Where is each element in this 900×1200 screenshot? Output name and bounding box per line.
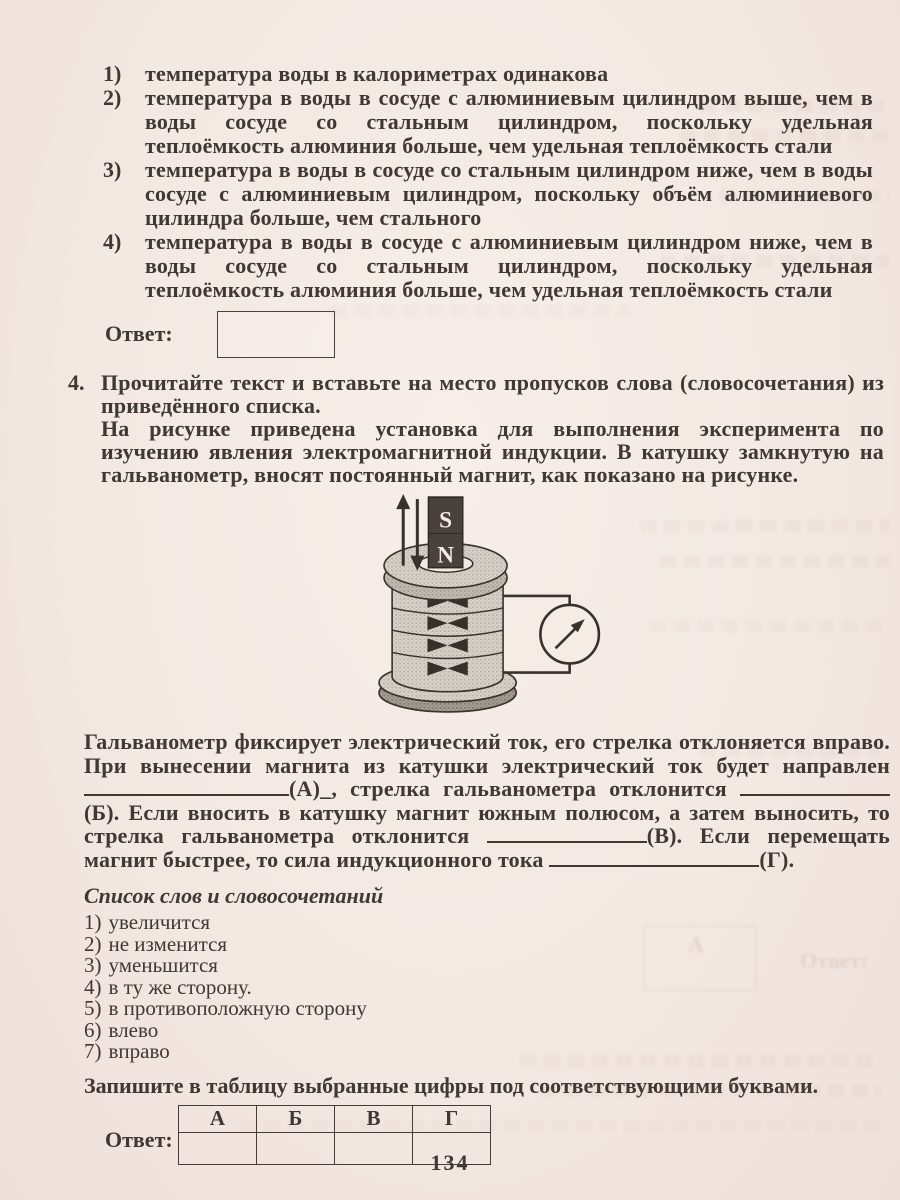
fill-blank [84,779,289,796]
answer-label: Ответ: [105,321,173,346]
option-3 [103,158,873,230]
magnet-north-label: N [437,542,454,569]
induction-apparatus-figure [362,489,626,723]
answer-table-header-row [179,1105,491,1132]
question4-intro-line2: На рисунке приведена установка для выполнения эксперимента по изучению явления электромагнитной индукции. В катушку замкнутую на гальванометр, вносят постоянный магнит, как показано на рисунке. [101,416,884,487]
answer-label: Ответ: [105,1126,173,1152]
fill-blank [549,850,759,867]
apparatus-svg [362,489,626,723]
answer-table-header-cell: Г [413,1105,491,1132]
answer-box [217,311,335,358]
bleedthrough-artifact: Ответ: [800,948,868,973]
question4 [68,371,884,486]
answer-table-header-cell: Б [257,1105,335,1132]
page-number: 134 [430,1150,470,1175]
word-list [84,912,900,1063]
option-1 [103,62,873,86]
option-number: 1) [103,61,122,86]
word-list-title: Список слов и словосочетаний [84,883,384,908]
question4-intro [101,371,884,486]
option-text: температура в воды в сосуде со стальным цилиндром ниже, чем в воды сосуде с алюминиевым цилиндром, поскольку объём алюминиевого цилиндра больше, чем стального [145,157,873,230]
word-list-item: 2) не изменится [84,931,228,956]
word-list-item: 3) уменьшится [84,953,218,977]
word-list-item: 7) вправо [84,1039,170,1063]
option-4 [103,230,873,302]
bleedthrough-artifact [640,520,890,532]
word-list-item: 4) в ту же сторону. [84,974,252,999]
bleedthrough-artifact: А [688,932,704,957]
option-text: температура в воды в сосуде с алюминиевым цилиндром выше, чем в воды сосуде со стальным цилиндром, поскольку удельная теплоёмкость алюминия больше, чем удельная теплоёмкость стали [145,85,873,158]
answer-table-header-cell: В [335,1105,413,1132]
word-list-item: 6) влево [84,1017,159,1042]
question3-answer-row [105,310,900,358]
question-number: 4. [68,370,85,395]
answer-table-header-cell: А [179,1105,257,1132]
word-list-item: 1) увеличится [84,910,211,934]
fill-blank [487,826,647,843]
option-2 [103,86,873,158]
option-number: 4) [103,229,122,254]
bleedthrough-artifact [650,620,890,632]
magnet-south-label: S [439,507,453,534]
option-number: 3) [103,157,122,182]
word-list-item: 5) в противоположную сторону [84,996,367,1020]
fill-in-paragraph: Гальванометр фиксирует электрический ток, его стрелка отклоняется вправо. При вынесении магнита из катушки электрический ток будет направлен (А)_, стрелка гальванометра отклонится (Б). Если вносить в катушку магнит южным полюсом, а затем выносить, то стрелка гальванометра отклонится (В). Если перемещать магнит быстрее, то сила индукционного тока (Г). [84,729,890,872]
magnet [428,497,462,569]
galvanometer-icon [540,605,599,664]
question4-intro-line1: Прочитайте текст и вставьте на место пропусков слова (словосочетания) из приведённого списка. [101,370,884,418]
bleedthrough-artifact [660,555,890,567]
question3-options [103,62,873,302]
option-number: 2) [103,85,122,110]
option-text: температура воды в калориметрах одинакова [145,61,609,86]
option-text: температура в воды в сосуде с алюминиевым цилиндром ниже, чем в воды сосуде со стальным цилиндром, поскольку удельная теплоёмкость алюминия больше, чем удельная теплоёмкость стали [145,229,873,302]
fill-blank [740,779,890,796]
table-instruction: Запишите в таблицу выбранные цифры под соответствующими буквами. [84,1072,819,1098]
coil-body [392,586,503,692]
